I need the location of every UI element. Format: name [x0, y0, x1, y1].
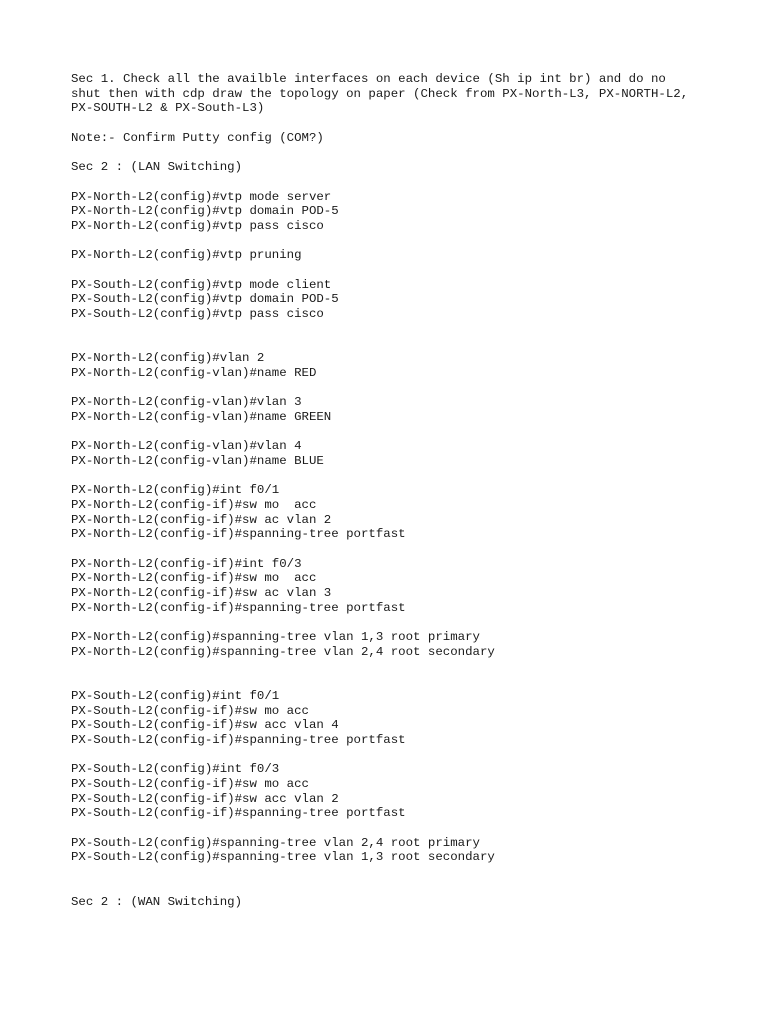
text-line: Sec 2 : (LAN Switching): [71, 160, 243, 175]
blank-line: [71, 175, 751, 190]
text-line: PX-North-L2(config-if)#sw mo acc: [71, 497, 317, 512]
text-line: PX-North-L2(config-vlan)#name BLUE: [71, 453, 324, 468]
blank-line: [71, 469, 751, 484]
text-line: PX-North-L2(config-if)#sw mo acc: [71, 571, 317, 586]
text-line: Note:- Confirm Putty config (COM?): [71, 130, 324, 145]
document-body: [71, 72, 751, 909]
text-line: PX-North-L2(config)#spanning-tree vlan 2,4 root secondary: [71, 644, 495, 659]
text-line: PX-North-L2(config-if)#sw ac vlan 3: [71, 586, 332, 601]
blank-line: [71, 660, 751, 675]
text-line: PX-South-L2(config)#vtp mode client: [71, 277, 332, 292]
text-line: Sec 1. Check all the availble interfaces on each device (Sh ip int br) and do no: [71, 72, 666, 86]
text-line: shut then with cdp draw the topology on paper (Check from PX-North-L3, PX-NORTH-L2,: [71, 86, 689, 101]
text-line: PX-North-L2(config)#vtp domain POD-5: [71, 204, 339, 219]
text-line: PX-South-L2(config-if)#spanning-tree portfast: [71, 732, 406, 747]
text-line: PX-South-L2(config-if)#sw mo acc: [71, 703, 309, 718]
blank-line: [71, 336, 751, 351]
blank-line: [71, 234, 751, 249]
blank-line: [71, 865, 751, 880]
text-line: PX-North-L2(config)#vtp mode server: [71, 189, 332, 204]
text-line: Sec 2 : (WAN Switching): [71, 894, 243, 909]
blank-line: [71, 615, 751, 630]
text-line: PX-North-L2(config)#vlan 2: [71, 351, 265, 366]
text-line: PX-South-L2(config)#vtp pass cisco: [71, 307, 324, 321]
text-line: PX-North-L2(config-vlan)#vlan 3: [71, 395, 302, 410]
blank-line: [71, 542, 751, 557]
text-line: PX-North-L2(config-vlan)#name GREEN: [71, 409, 332, 424]
blank-line: [71, 145, 751, 160]
text-line: PX-South-L2(config-if)#sw acc vlan 2: [71, 791, 339, 806]
text-line: PX-North-L2(config-if)#int f0/3: [71, 556, 302, 571]
text-line: PX-South-L2(config-if)#spanning-tree portfast: [71, 806, 406, 821]
text-line: PX-North-L2(config-if)#sw ac vlan 2: [71, 512, 332, 527]
text-line: PX-North-L2(config)#int f0/1: [71, 483, 280, 498]
text-line: PX-South-L2(config)#int f0/1: [71, 688, 280, 703]
text-line: PX-North-L2(config)#vtp pass cisco: [71, 218, 324, 233]
text-line: PX-South-L2(config)#int f0/3: [71, 762, 280, 777]
blank-line: [71, 263, 751, 278]
blank-line: [71, 674, 751, 689]
blank-line: [71, 380, 751, 395]
text-line: PX-South-L2(config-if)#sw mo acc: [71, 777, 309, 791]
blank-line: [71, 880, 751, 895]
text-line: PX-South-L2(config-if)#sw acc vlan 4: [71, 718, 339, 733]
text-line: PX-North-L2(config-if)#spanning-tree portfast: [71, 600, 406, 615]
blank-line: [71, 821, 751, 836]
blank-line: [71, 748, 751, 763]
text-line: PX-North-L2(config-if)#spanning-tree portfast: [71, 527, 406, 542]
text-line: PX-SOUTH-L2 & PX-South-L3): [71, 101, 265, 116]
blank-line: [71, 425, 751, 440]
text-line: PX-North-L2(config-vlan)#name RED: [71, 365, 317, 380]
text-line: PX-North-L2(config)#vtp pruning: [71, 248, 302, 263]
text-line: PX-North-L2(config)#spanning-tree vlan 1,3 root primary: [71, 630, 480, 645]
text-line: PX-South-L2(config)#vtp domain POD-5: [71, 292, 339, 307]
text-line: PX-North-L2(config-vlan)#vlan 4: [71, 439, 302, 454]
blank-line: [71, 322, 751, 337]
text-line: PX-South-L2(config)#spanning-tree vlan 1,3 root secondary: [71, 850, 495, 865]
blank-line: [71, 116, 751, 131]
text-line: PX-South-L2(config)#spanning-tree vlan 2,4 root primary: [71, 835, 480, 850]
